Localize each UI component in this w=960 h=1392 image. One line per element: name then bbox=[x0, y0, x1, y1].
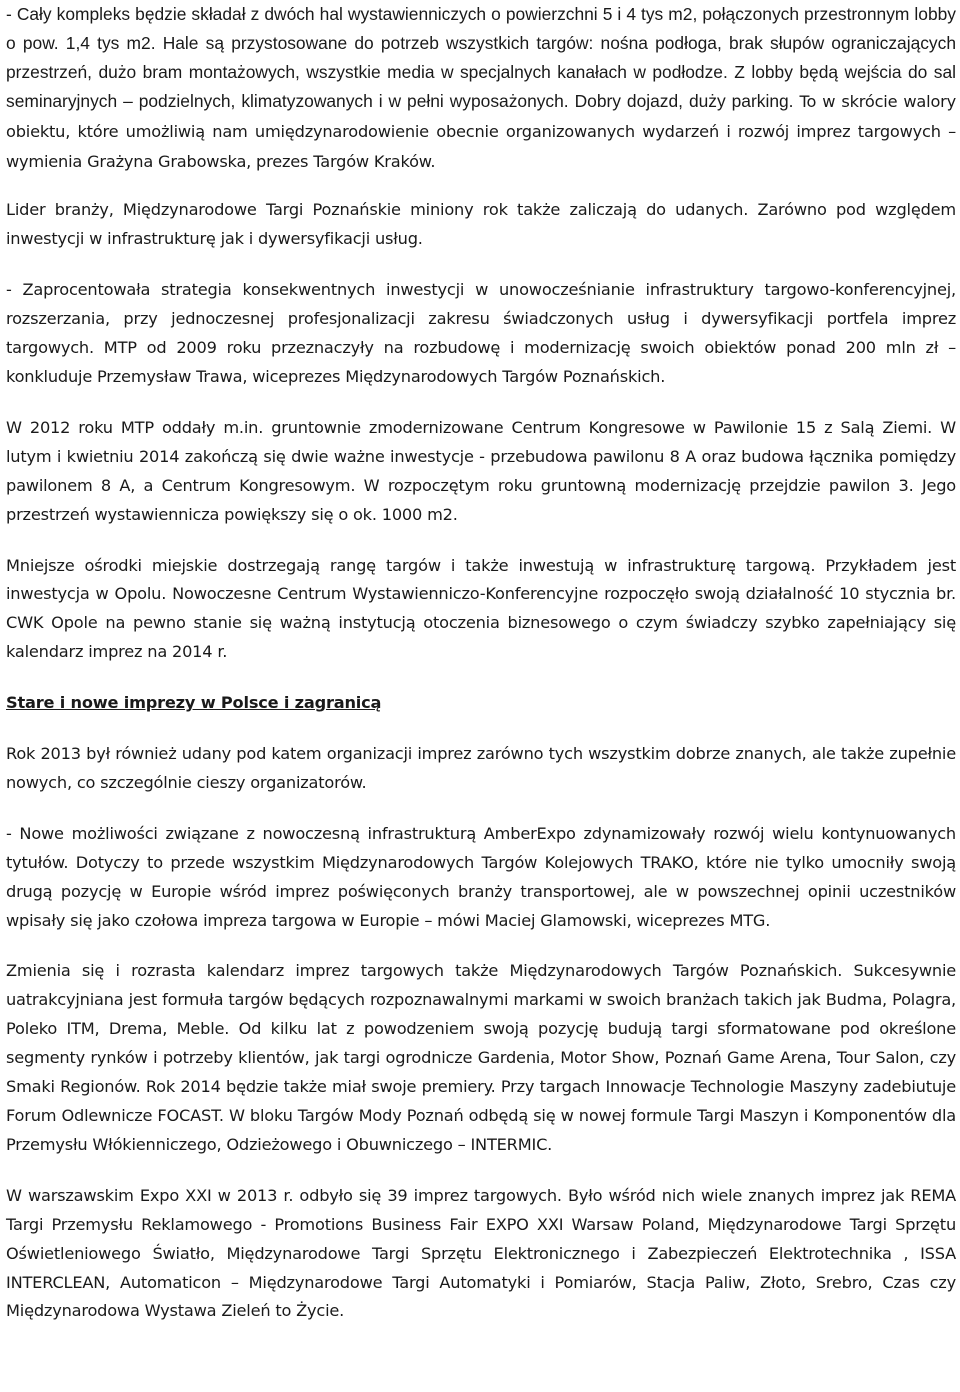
paragraph-lider: Lider branży, Międzynarodowe Targi Poznańskie miniony rok także zaliczają do udanych. Zarówno pod względem inwestycji w infrastrukturę jak i dywersyfikacji usług. bbox=[6, 200, 956, 249]
document-page bbox=[6, 0, 956, 1326]
paragraph-lobby bbox=[6, 0, 956, 176]
paragraph-expo-xxi: W warszawskim Expo XXI w 2013 r. odbyło się 39 imprez targowych. Było wśród nich wiele znanych imprez jak REMA Targi Przemysłu Reklamowego - Promotions Business Fair EXPO XXI Warsaw Poland, Międzynarodowe Targi Sprzętu Oświetleniowego Światło, Międzynarodowe Targi Sprzętu Elektronicznego i Zabezpieczeń Elektrotechnika , ISSA INTERCLEAN, Automaticon – Międzynarodowe Targi Automatyki i Pomiarów, Stacja Paliw, Złoto, Srebro, Czas czy Międzynarodowa Wystawa Zieleń to Życie. bbox=[6, 1185, 956, 1321]
paragraph-rok-2013: Rok 2013 był również udany pod katem organizacji imprez zarówno tych wszystkim dobrze znanych, ale także zupełnie nowych, co szczególnie cieszy organizatorów. bbox=[6, 744, 956, 792]
paragraph-lobby-part2: To w skrócie walory obiektu, które umożliwią nam umiędzynarodowienie obecnie organizowanych wydarzeń i rozwój imprez targowych – wymienia Grażyna Grabowska, prezes Targów Kraków. bbox=[6, 91, 956, 171]
paragraph-mtp-strategy: - Zaprocentowała strategia konsekwentnych inwestycji w unowocześnianie infrastruktury targowo-konferencyjnej, rozszerzania, przy jednoczesnej profesjonalizacji zakresu świadczonych usług i dywersyfikacji portfela imprez targowych. MTP od 2009 roku przeznaczyły na rozbudowę i modernizację swoich obiektów ponad 200 mln zł – konkluduje Przemysław Trawa, wiceprezes Międzynarodowych Targów Poznańskich. bbox=[6, 280, 956, 386]
section-heading: Stare i nowe imprezy w Polsce i zagranicą bbox=[6, 693, 382, 713]
paragraph-mtp-calendar: Zmienia się i rozrasta kalendarz imprez targowych także Międzynarodowych Targów Poznańskich. Sukcesywnie uatrakcyjniana jest formuła targów będących rozpoznawalnymi markami w swoich branżach takich jak Budma, Polagra, Poleko ITM, Drema, Meble. Od kilku lat z powodzeniem swoją pozycję budują targi sformatowane pod określone segmenty rynków i potrzeby klientów, jak targi ogrodnicze Gardenia, Motor Show, Poznań Game Arena, Tour Salon, czy Smaki Regionów. Rok 2014 będzie także miał swoje premiery. Przy targach Innowacje Technologie Maszyny zadebiutuje Forum Odlewnicze FOCAST. W bloku Targów Mody Poznań odbędą się w nowej formule Targi Maszyn i Komponentów dla Przemysłu Włókienniczego, Odzieżowego i Obuwniczego – INTERMIC. bbox=[6, 961, 956, 1154]
paragraph-amberexpo: - Nowe możliwości związane z nowoczesną infrastrukturą AmberExpo zdynamizowały rozwój wielu kontynuowanych tytułów. Dotyczy to przede wszystkim Międzynarodowych Targów Kolejowych TRAKO, które nie tylko umocniły swoją drugą pozycję w Europie wśród imprez poświęconych branży transportowej, ale w powszechnej opinii uczestników wpisały się jako czołowa impreza targowa w Europie – mówi Maciej Glamowski, wiceprezes MTG. bbox=[6, 823, 956, 930]
paragraph-lobby-part1: - Cały kompleks będzie składał z dwóch hal wystawienniczych o powierzchni 5 i 4 tys m2, połączonych przestronnym lobby o pow. 1,4 tys m2. Hale są przystosowane do potrzeb wszystkich targów: nośna podłoga, brak słupów ograniczających przestrzeń, dużo bram montażowych, wszystkie media w specjalnych kanałach w podłodze. Z lobby będą wejścia do sal seminaryjnych – podzielnych, klimatyzowanych i w pełni wyposażonych. Dobry dojazd, duży parking. bbox=[6, 4, 956, 111]
paragraph-mtp-2012: W 2012 roku MTP oddały m.in. gruntownie zmodernizowane Centrum Kongresowe w Pawilonie 15 z Salą Ziemi. W lutym i kwietniu 2014 zakończą się dwie ważne inwestycje - przebudowa pawilonu 8 A oraz budowa łącznika pomiędzy pawilonem 8 A, a Centrum Kongresowym. W rozpoczętym roku gruntowną modernizację przejdzie pawilon 3. Jego przestrzeń wystawiennicza powiększy się o ok. 1000 m2. bbox=[6, 417, 956, 524]
paragraph-opole: Mniejsze ośrodki miejskie dostrzegają rangę targów i także inwestują w infrastrukturę targową. Przykładem jest inwestycja w Opolu. Nowoczesne Centrum Wystawienniczo-Konferencyjne rozpoczęło swoją działalność 10 stycznia br. CWK Opole na pewno stanie się ważną instytucją otoczenia biznesowego o czym świadczy szybko zapełniający się kalendarz imprez na 2014 r. bbox=[6, 555, 956, 662]
